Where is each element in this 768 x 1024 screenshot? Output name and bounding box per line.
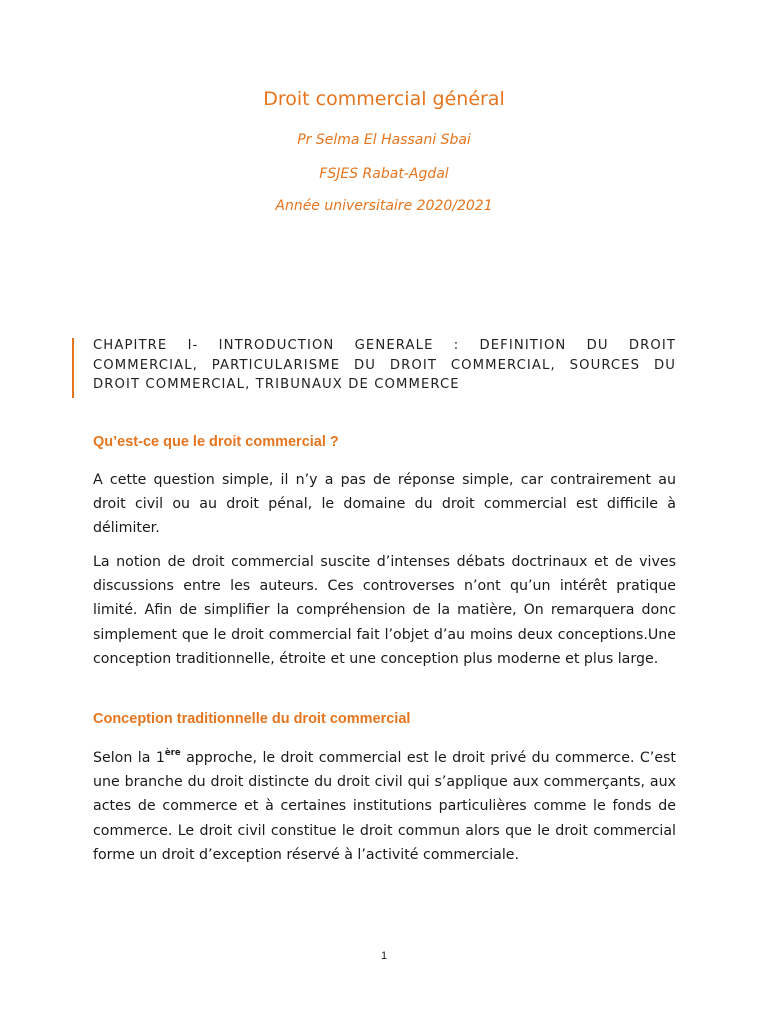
paragraph-definition-1: A cette question simple, il n’y a pas de réponse simple, car contrairement au droit civil ou au droit pénal, le domaine du droit commercial est difficile à délimiter. [93,472,676,537]
paragraph-prefix: Selon la 1 [93,750,165,766]
institution-line: FSJES Rabat-Agdal [319,166,449,182]
section-heading-definition: Qu’est-ce que le droit commercial ? [93,434,339,450]
paragraph-body: approche, le droit commercial est le droit privé du commerce. C’est une branche du droit distincte du droit civil qui s’applique aux commerçants, aux actes de commerce et à certaines institutions particulières comme le fonds de commerce. Le droit civil constitue le droit commun alors que le droit commercial forme un droit d’exception réservé à l’activité commerciale. [93,750,676,863]
chapter-heading: CHAPITRE I- INTRODUCTION GENERALE : DEFINITION DU DROIT COMMERCIAL, PARTICULARISME DU DROIT COMMERCIAL, SOURCES DU DROIT COMMERCIAL, TRIBUNAUX DE COMMERCE [93,338,676,392]
paragraph-traditional-conception [93,746,676,867]
paragraph-definition-2: La notion de droit commercial suscite d’intenses débats doctrinaux et de vives discussions entre les auteurs. Ces controverses n’ont qu’un intérêt pratique limité. Afin de simplifier la compréhension de la matière, On remarquera donc simplement que le droit commercial fait l’objet d’au moins deux conceptions.Une conception traditionnelle, étroite et une conception plus moderne et plus large. [93,554,676,667]
superscript-ordinal: ère [164,748,181,758]
academic-year-line: Année universitaire 2020/2021 [275,198,493,214]
document-title: Droit commercial général [263,88,505,110]
author-line: Pr Selma El Hassani Sbai [297,132,471,148]
page-number: 1 [380,950,388,962]
chapter-accent-bar [72,338,74,398]
section-heading-traditional-conception: Conception traditionnelle du droit commercial [93,711,411,727]
